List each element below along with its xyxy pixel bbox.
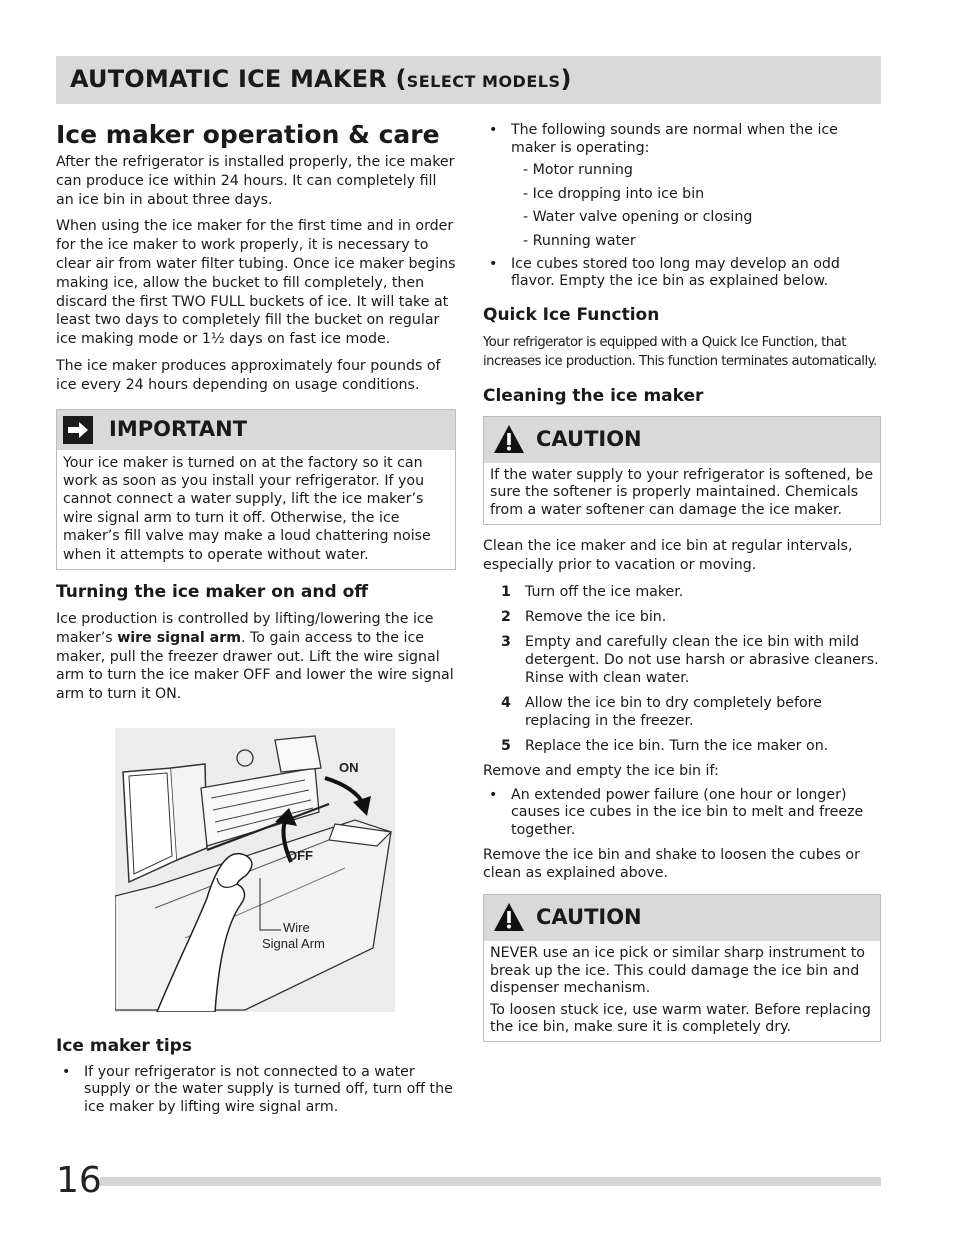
tips-heading: Ice maker tips: [56, 1035, 192, 1056]
remove-if-text: Remove and empty the ice bin if:: [483, 763, 719, 779]
arrow-right-icon: [63, 416, 93, 444]
warning-triangle-icon: [492, 423, 526, 459]
on-label: ON: [339, 759, 359, 775]
cleaning-steps: [483, 583, 881, 755]
list-item: 5 Replace the ice bin. Turn the ice maker on.: [501, 738, 829, 754]
quick-ice-heading: Quick Ice Function: [483, 304, 660, 325]
sounds-sublist: [483, 161, 881, 250]
turning-paragraph: Ice production is controlled by lifting/lowering the ice maker’s wire signal arm. To gain access to the ice maker, pull the freezer drawer out. Lift the wire signal arm to turn the ice maker OFF and lower the wire signal arm to turn it ON.: [56, 611, 454, 703]
section-header: [56, 56, 881, 104]
caution-body: If the water supply to your refrigerator is softened, be sure the softener is properly maintained. Chemicals from a water softener can damage the ice maker.: [490, 466, 874, 518]
cleaning-heading: Cleaning the ice maker: [483, 385, 704, 406]
sounds-list: [483, 122, 881, 291]
list-item: - Motor running: [523, 162, 633, 178]
list-item: • The following sounds are normal when the ice maker is operating: - Motor running - Ice dropping into ice bin - Water valve opening or closing - Running water: [483, 122, 881, 250]
important-title: IMPORTANT: [109, 416, 248, 441]
intro-paragraph-1: After the refrigerator is installed properly, the ice maker can produce ice within 24 hours. It can completely fill an ice bin in about three days.: [56, 154, 455, 208]
ice-maker-illustration: [115, 728, 395, 1012]
turning-heading: Turning the ice maker on and off: [56, 582, 369, 602]
caution-title: CAUTION: [536, 905, 642, 930]
list-item: • An extended power failure (one hour or longer) causes ice cubes in the ice bin to melt and freeze together.: [489, 786, 864, 838]
footer-bar: [100, 1177, 881, 1186]
list-item: - Running water: [523, 232, 636, 249]
list-item: 2 Remove the ice bin.: [501, 609, 667, 625]
page-heading: Ice maker operation & care: [56, 120, 440, 149]
intro-paragraph-3: The ice maker produces approximately four pounds of ice every 24 hours depending on usage conditions.: [56, 357, 441, 393]
tips-list: [56, 1064, 456, 1117]
wire-label-line1: Wire: [283, 919, 310, 935]
caution-notice-softener: [483, 416, 881, 526]
warning-triangle-icon: [492, 901, 526, 937]
wire-label-line2: Signal Arm: [262, 935, 325, 951]
intro-paragraph-2: When using the ice maker for the first time and in order for the ice maker to work properly, it is necessary to clear air from water filter tubing. Once ice maker begins making ice, allow the bucket to fill completely, then discard the first TWO FULL buckets of ice. It will take at least two days to completely fill the bucket on regular ice making mode or 1½ days on fast ice mode.: [56, 218, 456, 348]
remove-list: [483, 787, 881, 840]
caution-body-2: To loosen stuck ice, use warm water. Before replacing the ice bin, make sure it is completely dry.: [490, 1001, 871, 1036]
list-item: - Ice dropping into ice bin: [523, 185, 705, 202]
clean-intro: Clean the ice maker and ice bin at regular intervals, especially prior to vacation or moving.: [483, 538, 853, 573]
right-column: [483, 122, 881, 1050]
important-notice: [56, 409, 456, 570]
remove-shake-text: Remove the ice bin and shake to loosen the cubes or clean as explained above.: [483, 847, 860, 881]
list-item: • Ice cubes stored too long may develop an odd flavor. Empty the ice bin as explained below.: [489, 255, 840, 289]
left-column: [56, 118, 456, 1124]
list-item: 1 Turn off the ice maker.: [501, 584, 684, 600]
list-item: - Water valve opening or closing: [523, 209, 753, 225]
caution-body-1: NEVER use an ice pick or similar sharp instrument to break up the ice. This could damage the ice bin and dispenser mechanism.: [490, 945, 865, 996]
caution-title: CAUTION: [536, 426, 642, 451]
quick-ice-text: Your refrigerator is equipped with a Quick Ice Function, that increases ice production. This function terminates automatically.: [483, 334, 877, 369]
important-body: Your ice maker is turned on at the factory so it can work as soon as you install your refrigerator. If you cannot connect a water supply, lift the ice maker’s wire signal arm to turn it off. Otherwise, the ice maker’s fill valve may make a loud chattering noise when it attempts to operate without water.: [63, 454, 431, 563]
off-label: OFF: [287, 847, 313, 863]
page-number: 16: [56, 1160, 102, 1201]
list-item: 4 Allow the ice bin to dry completely before replacing in the freezer.: [501, 695, 822, 729]
caution-notice-ice-pick: [483, 894, 881, 1042]
section-title: AUTOMATIC ICE MAKER (SELECT MODELS): [70, 65, 572, 93]
list-item: 3 Empty and carefully clean the ice bin with mild detergent. Do not use harsh or abrasive cleaners. Rinse with clean water.: [501, 634, 879, 686]
list-item: • If your refrigerator is not connected to a water supply or the water supply is turned off, turn off the ice maker by lifting wire signal arm.: [62, 1063, 453, 1115]
